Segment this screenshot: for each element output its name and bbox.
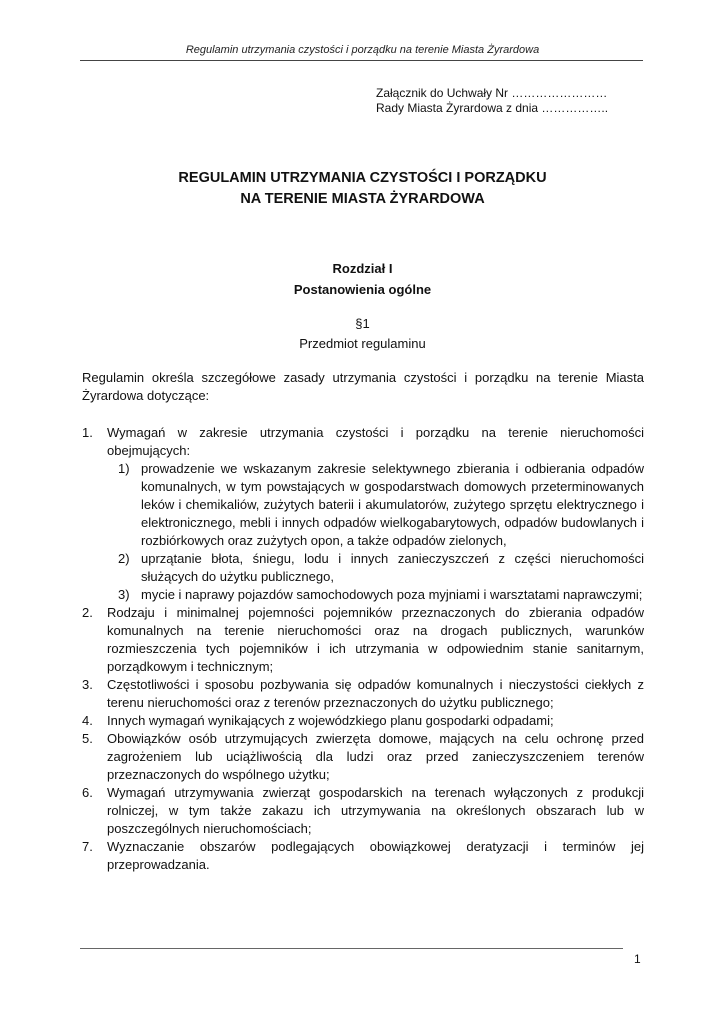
document-title bbox=[0, 168, 725, 210]
list-item-text: Obowiązków osób utrzymujących zwierzęta domowe, mających na celu ochronę przed zagrożeniem lub uciążliwością dla ludzi oraz przed zanieczyszczeniem terenów przeznaczonych do wspólnego użytku; bbox=[107, 731, 644, 782]
list-item-number: 3. bbox=[82, 677, 93, 692]
list-item-text: Innych wymagań wynikających z wojewódzkiego planu gospodarki odpadami; bbox=[107, 713, 554, 728]
sub-list-item bbox=[82, 460, 644, 550]
list-item-text: Wymagań utrzymywania zwierząt gospodarskich na terenach wyłączonych z produkcji rolniczej, w tym także zakazu ich utrzymywania na określonych obszarach lub w poszczególnych nieruchomościach; bbox=[107, 785, 644, 836]
list-item bbox=[82, 676, 644, 712]
list-item bbox=[82, 730, 644, 784]
sub-list-item bbox=[82, 550, 644, 586]
intro-paragraph: Regulamin określa szczegółowe zasady utrzymania czystości i porządku na terenie Miasta Żyrardowa dotyczące: bbox=[82, 370, 644, 403]
sub-item-text: prowadzenie we wskazanym zakresie selektywnego zbierania i odbierania odpadów komunalnych, w tym powstających w gospodarstwach domowych przeterminowanych leków i chemikaliów, zużytych baterii i akumulatorów, zużytego sprzętu elektrycznego i elektronicznego, mebli i innych odpadów wielkogabarytowych, odpadów budowlanych i rozbiórkowych oraz zużytych opon, a także odpadów zielonych, bbox=[141, 461, 644, 548]
chapter-number: Rozdział I bbox=[332, 261, 393, 276]
sub-item-number: 2) bbox=[118, 551, 130, 566]
section-name: Przedmiot regulaminu bbox=[299, 336, 426, 351]
sub-list-item bbox=[82, 586, 644, 604]
annex-line-2: Rady Miasta Żyrardowa z dnia …………….. bbox=[376, 101, 609, 115]
page-number: 1 bbox=[634, 952, 641, 966]
section-symbol: §1 bbox=[355, 316, 370, 331]
footer-divider bbox=[80, 948, 623, 949]
title-line-1: REGULAMIN UTRZYMANIA CZYSTOŚCI I PORZĄDKU bbox=[178, 170, 547, 186]
list-item-text: Rodzaju i minimalnej pojemności pojemników przeznaczonych do zbierania odpadów komunalnych na terenie nieruchomości oraz na drogach publicznych, warunków rozmieszczenia tych pojemników i ich utrzymania w odpowiednim stanie sanitarnym, porządkowym i technicznym; bbox=[107, 605, 644, 674]
list-item-number: 1. bbox=[82, 425, 93, 440]
chapter-name: Postanowienia ogólne bbox=[293, 282, 432, 297]
list-item bbox=[82, 784, 644, 838]
sub-item-text: uprzątanie błota, śniegu, lodu i innych zanieczyszczeń z części nieruchomości służących do użytku publicznego, bbox=[141, 551, 644, 584]
list-item-text: Częstotliwości i sposobu pozbywania się odpadów komunalnych i nieczystości ciekłych z terenu nieruchomości oraz z terenów przeznaczonych do użytku publicznego; bbox=[107, 677, 644, 710]
list-item-number: 4. bbox=[82, 713, 93, 728]
list-item bbox=[82, 712, 644, 730]
list-item-number: 6. bbox=[82, 785, 93, 800]
list-item-number: 5. bbox=[82, 731, 93, 746]
list-item bbox=[82, 424, 644, 460]
provisions-list bbox=[82, 424, 644, 874]
list-item bbox=[82, 604, 644, 676]
list-item-number: 2. bbox=[82, 605, 93, 620]
running-header: Regulamin utrzymania czystości i porządku na terenie Miasta Żyrardowa bbox=[185, 44, 540, 56]
annex-line-1: Załącznik do Uchwały Nr …………………… bbox=[376, 86, 608, 100]
list-item-number: 7. bbox=[82, 839, 93, 854]
sub-item-number: 3) bbox=[118, 587, 130, 602]
annex-note bbox=[376, 86, 608, 116]
sub-item-text: mycie i naprawy pojazdów samochodowych poza myjniami i warsztatami naprawczymi; bbox=[141, 587, 643, 602]
title-line-2: NA TERENIE MIASTA ŻYRARDOWA bbox=[240, 191, 485, 207]
list-item-text: Wyznaczanie obszarów podlegających obowiązkowej deratyzacji i terminów jej przeprowadzania. bbox=[107, 839, 644, 872]
list-item bbox=[82, 838, 644, 874]
list-item-text: Wymagań w zakresie utrzymania czystości i porządku na terenie nieruchomości obejmujących: bbox=[107, 425, 644, 458]
sub-item-number: 1) bbox=[118, 461, 130, 476]
header-divider bbox=[80, 60, 643, 61]
